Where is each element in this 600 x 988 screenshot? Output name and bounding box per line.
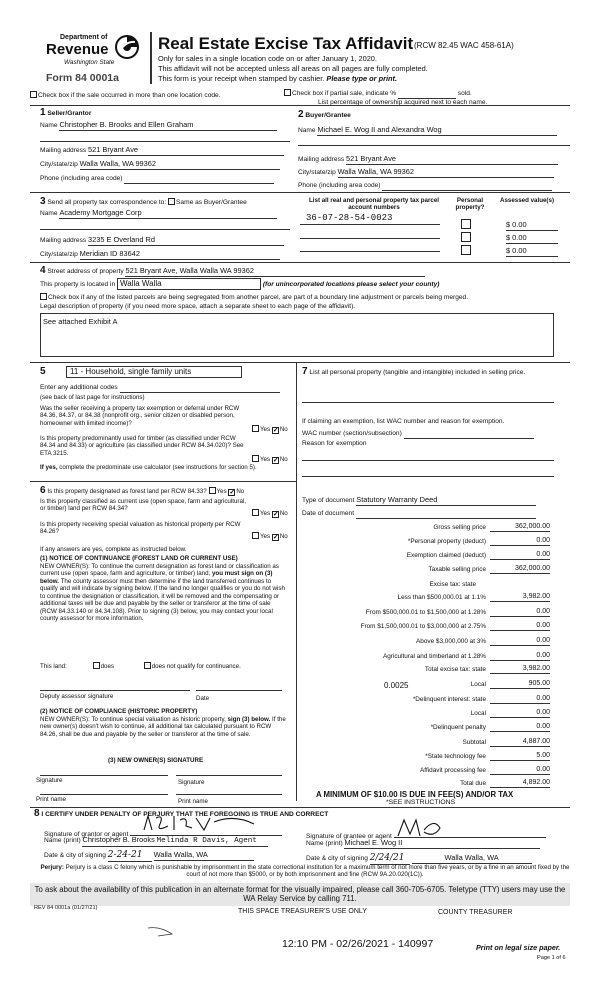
- land-use-select[interactable]: 11 - Household, single family units: [66, 366, 242, 378]
- tax-row-label: Exemption claimed (deduct): [406, 552, 486, 559]
- located-label: This property is located in: [40, 281, 116, 288]
- personal-property-checkbox-2[interactable]: [461, 232, 471, 242]
- s6-q1: Is this property designated as forest land per RCW 84.33?: [47, 488, 207, 495]
- header-notice-3: [158, 75, 397, 84]
- s5-q1-yes-checkbox[interactable]: [252, 425, 259, 432]
- perjury-text: Perjury is a class C felony which is punishable by imprisonment in the state correctional institution for a maximum term of not more than five years, or by a fine in an amount fixed by the court of not more than $5000, or by both imprisonment and fine (RCW 9A.20.020(1C)).: [65, 864, 570, 879]
- same-as-buyer-label: Same as Buyer/Grantee: [176, 199, 247, 206]
- seller-phone-label: Phone (including area code): [40, 175, 123, 182]
- see-instructions: *SEE INSTRUCTIONS: [386, 799, 456, 806]
- legal-size-note: Print on legal size paper.: [476, 943, 561, 952]
- doc-type-field[interactable]: Statutory Warranty Deed: [356, 496, 536, 506]
- tax-row-label: Local: [470, 710, 486, 717]
- buyer-mail-label: Mailing address: [298, 156, 345, 163]
- land-does-checkbox[interactable]: [93, 662, 100, 669]
- s6-q2-yes-label: Yes: [260, 510, 271, 517]
- doc-type-label: Type of document: [302, 497, 355, 504]
- s6-q3-yes-checkbox[interactable]: [252, 532, 259, 539]
- grantor-name-field[interactable]: [82, 836, 268, 847]
- s6-q3-yes-label: Yes: [260, 533, 271, 540]
- multi-location-checkbox[interactable]: [30, 91, 37, 98]
- street-row: [40, 265, 425, 277]
- same-as-buyer-checkbox[interactable]: [168, 198, 175, 205]
- partial-sale-label: Check box if partial sale, indicate %: [292, 90, 397, 97]
- tax-row-value[interactable]: 0.00: [490, 551, 550, 560]
- tax-row-label: Agricultural and timberland at 1.28%: [382, 653, 486, 660]
- section-8-number: 8: [34, 808, 40, 819]
- owner-signature-label-1: Signature: [36, 777, 63, 784]
- notice2-a: NEW OWNER(S): To continue special valuation as historic property,: [40, 716, 226, 723]
- notice2-c: If the new owner(s) doesn't wish to continue, all additional tax calculated pursuant to RCW 84.26, shall be due and payable by the seller or transferor at the time of sale.: [40, 716, 286, 738]
- s5-q1: Was the seller receiving a property tax exemption or deferral under RCW 84.36, 84.37, or 84.38 (nonprofit org., senior citizen or disabled person, homeowner with limited income)?: [40, 405, 240, 427]
- seller-name-row: [40, 121, 290, 131]
- street-field[interactable]: 521 Bryant Ave, Walla Walla WA 99362: [125, 267, 425, 277]
- state-label: Washington State: [64, 59, 115, 66]
- grantor-agent: Melinda R Davis, Agent: [156, 837, 257, 845]
- this-land-label: This land:: [40, 663, 67, 670]
- grantor-name: Christopher B. Brooks: [82, 835, 155, 844]
- tax-row-label: Excise tax: state: [429, 581, 476, 588]
- deputy-date-label: Date: [196, 695, 210, 702]
- tax-row-value[interactable]: 0.00: [490, 766, 550, 775]
- tax-row-label: Above $3,000,000 at 3%: [416, 638, 486, 645]
- form-title-ref: (RCW 82.45 WAC 458-61A): [414, 41, 514, 50]
- legal-label: Legal description of property (if you need more space, attach a separate sheet to each page of the affidavit).: [40, 303, 356, 310]
- s5-q2-yes-label: Yes: [260, 456, 271, 463]
- tax-row-label: *Personal property (deduct): [407, 538, 486, 545]
- buyer-phone-label: Phone (including area code): [298, 182, 381, 189]
- list-percentage-note: List percentage of ownership acquired next to each name.: [318, 99, 488, 106]
- s6-q3-no-label: No: [279, 533, 288, 540]
- owner-print-label-1: Print name: [36, 796, 66, 803]
- buyer-phone-row: [298, 182, 570, 191]
- doc-date-row: [302, 510, 536, 519]
- buyer-mail-field[interactable]: 521 Bryant Ave: [346, 155, 558, 165]
- land-does-not-label: does not qualify for continuance.: [151, 663, 241, 670]
- alt-format-note: To ask about the availability of this publication in an alternate format for the visually impaired, please call 360-705-6705. Teletype (TTY) users may use the WA Relay Service by calling 711.: [30, 883, 570, 906]
- grantee-name-row: [306, 839, 540, 849]
- grantee-signature[interactable]: [394, 826, 546, 838]
- buyer-heading-text: Buyer/Grantee: [305, 112, 351, 119]
- legal-description-box[interactable]: [40, 313, 554, 357]
- tax-row-value[interactable]: 3,982.00: [490, 665, 550, 674]
- partial-sale-pct-field[interactable]: [398, 90, 456, 99]
- buyer-name-label: Name: [298, 127, 316, 134]
- s5-q1-answer: [252, 425, 288, 434]
- owner-print-label-2: Print name: [178, 798, 208, 805]
- local-rate: 0.0025: [384, 681, 409, 690]
- additional-codes-row: [40, 384, 280, 393]
- notice1-body: [40, 563, 288, 623]
- s5-q1-yes-label: Yes: [260, 426, 271, 433]
- tax-row-value[interactable]: 4,892.00: [490, 779, 550, 788]
- multi-location-row: [30, 91, 221, 100]
- partial-sale-sold: sold.: [457, 90, 472, 97]
- personal-property-col-header: Personal property?: [455, 197, 485, 212]
- seller-phone-row: [40, 175, 290, 184]
- tax-row-value[interactable]: 0.00: [490, 637, 550, 646]
- grantor-date-label: Date & city of signing: [44, 852, 106, 859]
- additional-codes-note: (see back of last page for instructions): [40, 394, 145, 401]
- assessed-col-header: Assessed value(s): [500, 197, 554, 204]
- grantee-date-label: Date & city of signing: [306, 855, 368, 862]
- segregated-label: Check box if any of the listed parcels are being segregated from another parcel, are part of a boundary line adjustment or parcels being merged.: [48, 294, 469, 301]
- seller-city-label: City/state/zip: [40, 161, 78, 168]
- grantor-date-row: [44, 850, 254, 862]
- tax-row-label: Subtotal: [462, 739, 486, 746]
- owner-signature-label-2: Signature: [178, 779, 205, 786]
- grantee-date[interactable]: 2/24/21: [370, 853, 410, 865]
- grantor-name-label: Name (print): [44, 837, 81, 844]
- grantor-signature-scribble: [134, 812, 284, 834]
- buyer-name-row: [298, 126, 570, 136]
- notice2-b: sign (3) below.: [227, 716, 271, 723]
- tax-row-label: From $500,000.01 to $1,500,000 at 1.28%: [365, 609, 486, 616]
- corr-name-label: Name: [40, 210, 58, 217]
- corr-city-field[interactable]: Meridian ID 83642: [80, 250, 280, 260]
- seller-heading-text: Seller/Grantor: [47, 110, 92, 117]
- grantor-signature[interactable]: [130, 822, 282, 836]
- section7-heading: [302, 366, 552, 378]
- located-select[interactable]: Walla Walla: [117, 278, 261, 290]
- s6-q1-no-label: No: [236, 488, 245, 495]
- seller-mail-row: [40, 146, 290, 156]
- seller-name-label: Name: [40, 122, 58, 129]
- tax-row-value[interactable]: 0.00: [490, 652, 550, 661]
- section-4-number: 4: [40, 265, 46, 276]
- grantee-name-field[interactable]: Michael E. Wog II: [344, 839, 540, 849]
- page-number: Page 1 of 6: [537, 955, 566, 961]
- s6-if-yes: If any answers are yes, complete as instructed below.: [40, 546, 187, 553]
- tax-row-value[interactable]: 3,982.00: [490, 593, 550, 602]
- grantor-city[interactable]: Walla Walla, WA: [154, 851, 254, 861]
- tax-row-label: Gross selling price: [433, 524, 486, 531]
- grantee-signature-scribble: [394, 816, 454, 840]
- s5-q1-no-checkbox[interactable]: [272, 427, 279, 434]
- exemption-note: If claiming an exemption, list WAC number and reason for exemption.: [302, 418, 505, 425]
- s6-q3-answer: [252, 532, 288, 541]
- tax-row-value[interactable]: 905.00: [490, 680, 550, 689]
- section-6-number: 6: [40, 485, 46, 496]
- header-notice-3-bold: Please type or print.: [326, 74, 398, 83]
- segregated-row: [40, 293, 570, 302]
- rev-label: REV 84 0001a (01/27/21): [34, 905, 98, 911]
- form-number: Form 84 0001a: [46, 72, 119, 84]
- doc-type-row: [302, 496, 536, 506]
- additional-codes-field[interactable]: [120, 384, 280, 393]
- partial-sale-row: [284, 89, 472, 99]
- s6-q2-no-label: No: [279, 510, 288, 517]
- exemption-reason-label: Reason for exemption: [302, 440, 367, 447]
- partial-sale-checkbox[interactable]: [284, 89, 291, 96]
- s6-q1-row: [40, 485, 296, 497]
- corr-mail-field[interactable]: 3235 E Overland Rd: [88, 236, 284, 246]
- section-3-number: 3: [40, 196, 46, 207]
- seller-city-row: [40, 160, 290, 170]
- correspondence-heading-text: Send all property tax correspondence to:: [47, 199, 167, 206]
- personal-property-checkbox-3[interactable]: [461, 245, 471, 255]
- grantor-date[interactable]: 2-24-21: [108, 850, 152, 862]
- street-label: Street address of property: [47, 268, 124, 275]
- s5-q1-no-label: No: [279, 426, 288, 433]
- buyer-city-label: City/state/zip: [298, 169, 336, 176]
- tax-row-value[interactable]: 0.00: [490, 695, 550, 704]
- land-does-not-checkbox[interactable]: [144, 662, 151, 669]
- legal-description-text: See attached Exhibit A: [43, 317, 118, 326]
- wac-row: [302, 430, 534, 439]
- treasurer-use-only: THIS SPACE TREASURER'S USE ONLY: [238, 908, 367, 915]
- tax-row-value[interactable]: 0.00: [490, 537, 550, 546]
- grantee-sig-label: Signature of grantee or agent: [306, 833, 392, 840]
- dept-line2: Revenue: [46, 41, 109, 58]
- grantor-name-row: [44, 836, 268, 847]
- section7-text: List all personal property (tangible and intangible) included in selling price.: [309, 369, 526, 376]
- s6-q3: Is this property receiving special valuation as historical property per RCW 84.26?: [40, 521, 241, 536]
- tax-row-label: *Delinquent penalty: [430, 724, 486, 731]
- header-notice-2: This affidavit will not be accepted unless all areas on all pages are fully completed.: [158, 64, 428, 73]
- land-does-label: does: [100, 663, 114, 670]
- this-land-row: [40, 662, 290, 670]
- certify-text: I CERTIFY UNDER PENALTY OF PERJURY THAT THE FOREGOING IS TRUE AND CORRECT: [41, 811, 329, 818]
- grantee-city[interactable]: Walla Walla, WA: [412, 854, 532, 864]
- tax-row-label: Total due: [460, 780, 486, 787]
- seller-name-field[interactable]: Christopher B. Brooks and Ellen Graham: [59, 121, 277, 131]
- buyer-heading: [298, 109, 351, 121]
- form-title: Real Estate Excise Tax Affidavit: [158, 34, 414, 53]
- corr-name-field[interactable]: Academy Mortgage Corp: [59, 209, 277, 219]
- parcel-number-1[interactable]: 36-07-28-54-0023: [306, 213, 393, 223]
- assessed-value-1[interactable]: $ 0.00: [506, 221, 558, 231]
- s5-q2-note-text: complete the predominate use calculator (see instructions for section 5).: [59, 464, 257, 471]
- seller-mail-field[interactable]: 521 Bryant Ave: [88, 146, 284, 156]
- wac-field[interactable]: [404, 430, 534, 439]
- s5-q2-note-bold: If yes,: [40, 464, 58, 471]
- notice1-c: The county assessor must then determine if the land transferred continues to qualify and will indicate by signing below. If the land no longer qualifies or you do not wish to continue the designation or classification, it will be removed and the compensating or additional taxes will be due and payable by the seller or transferor at the time of sale (RCW 84.33.140 or 84.34.108). Prior to signing (3) below, you may contact your local county assessor for more information.: [40, 577, 285, 623]
- deputy-sig-label: Deputy assessor signature: [40, 693, 114, 700]
- tax-row-label: Affidavit processing fee: [420, 767, 486, 774]
- tax-row-label: Total excise tax: state: [424, 666, 486, 673]
- grantor-sig-label: Signature of grantor or agent: [44, 831, 129, 838]
- buyer-city-field[interactable]: Walla Walla, WA 99362: [338, 168, 554, 178]
- notice1-a: NEW OWNER(S): To continue the current designation as forest land or classification as current use (open space, farm and agriculture, or timber) land,: [40, 563, 279, 578]
- tax-row-label: Taxable selling price: [428, 566, 486, 573]
- s6-q1-no-checkbox[interactable]: [228, 489, 235, 496]
- revenue-swirl-icon: [112, 32, 142, 62]
- tax-row-value[interactable]: 5.00: [490, 752, 550, 761]
- perjury-note: [40, 864, 570, 879]
- additional-codes-label: Enter any additional codes: [40, 384, 118, 391]
- seller-heading: [40, 107, 91, 119]
- notice1-head: (1) NOTICE OF CONTINUANCE (FOREST LAND OR CURRENT USE): [40, 555, 238, 562]
- buyer-name-field[interactable]: Michael E. Wog II and Alexandra Wog: [317, 126, 557, 136]
- assessed-value-2[interactable]: $ 0.00: [506, 234, 558, 244]
- header-notice-1: Only for sales in a single location code on or after January 1, 2020.: [158, 54, 377, 63]
- notice2-head: (2) NOTICE OF COMPLIANCE (HISTORIC PROPERTY): [40, 708, 198, 715]
- s5-q2-note: [40, 464, 280, 471]
- seller-phone-field[interactable]: [124, 175, 274, 184]
- notice2-body: [40, 716, 288, 738]
- s5-q2: Is this property predominantly used for timber (as classified under RCW 84.34 and 84.33) or agriculture (as classified under RCW 84.34.020)? See ETA 3215.: [40, 435, 244, 457]
- tax-row-label: Less than $500,000.01 at 1.1%: [397, 594, 486, 601]
- corr-name-row: [40, 209, 290, 219]
- correspondence-heading: [40, 196, 247, 208]
- buyer-mail-row: [298, 155, 570, 165]
- minimum-due: A MINIMUM OF $10.00 IS DUE IN FEE(S) AND/OR TAX: [316, 790, 514, 799]
- s6-q1-yes-checkbox[interactable]: [209, 487, 216, 494]
- personal-property-checkbox-1[interactable]: [461, 219, 471, 229]
- scribble-mark-icon: [146, 924, 176, 940]
- tax-row-label: *Delinquent interest: state: [412, 696, 486, 703]
- buyer-phone-field[interactable]: [382, 182, 552, 191]
- tax-row-label: Local: [470, 681, 486, 688]
- tax-row-value[interactable]: 0.00: [490, 608, 550, 617]
- seller-city-field[interactable]: Walla Walla, WA 99362: [80, 160, 280, 170]
- tax-row-label: From $1,500,000.01 to $3,000,000 at 2.75%: [360, 623, 486, 630]
- county-treasurer: COUNTY TREASURER: [438, 909, 513, 916]
- tax-row-value[interactable]: 4,887.00: [490, 738, 550, 747]
- section-1-number: 1: [40, 107, 46, 118]
- section-2-number: 2: [298, 109, 304, 120]
- perjury-bold: Perjury:: [40, 864, 64, 871]
- segregated-checkbox[interactable]: [40, 293, 47, 300]
- corr-city-label: City/state/zip: [40, 251, 78, 258]
- buyer-city-row: [298, 168, 570, 178]
- recording-stamp: 12:10 PM - 02/26/2021 - 140997: [282, 938, 434, 950]
- s5-q2-answer: [252, 455, 288, 464]
- corr-mail-label: Mailing address: [40, 237, 87, 244]
- tax-row-value[interactable]: 362,000.00: [490, 565, 550, 574]
- tax-row-value[interactable]: 0.00: [490, 709, 550, 718]
- tax-row-value[interactable]: 362,000.00: [490, 523, 550, 532]
- section-5-number: 5: [40, 366, 46, 377]
- section-7-number: 7: [302, 366, 308, 377]
- s6-q1-yes-label: Yes: [216, 488, 227, 495]
- assessed-value-3[interactable]: $ 0.00: [506, 247, 558, 257]
- tax-row-label: *State technology fee: [425, 753, 486, 760]
- s5-q2-no-checkbox[interactable]: [272, 457, 279, 464]
- seller-mail-label: Mailing address: [40, 147, 87, 154]
- parcels-col-header: List all real and personal property tax parcel account numbers: [309, 197, 439, 212]
- s6-q2: Is this property classified as current use (open space, farm and agricultural, or timber) land per RCW 84.34?: [40, 498, 247, 513]
- corr-city-row: [40, 250, 290, 260]
- tax-row-value[interactable]: 0.00: [490, 622, 550, 631]
- notice1-b: you must sign on (3) below.: [40, 570, 273, 585]
- doc-date-label: Date of document: [302, 510, 355, 517]
- multi-location-label: Check box if the sale occurred in more than one location code.: [38, 92, 221, 99]
- doc-date-field[interactable]: [356, 510, 536, 519]
- s6-q2-no-checkbox[interactable]: [272, 511, 279, 518]
- dept-line1: Department of: [60, 34, 108, 41]
- s5-q2-yes-checkbox[interactable]: [252, 455, 259, 462]
- corr-mail-row: [40, 236, 290, 246]
- tax-row-value[interactable]: 0.00: [490, 723, 550, 732]
- s5-q2-no-label: No: [279, 456, 288, 463]
- s6-q3-no-checkbox[interactable]: [272, 534, 279, 541]
- grantee-name-label: Name (print): [306, 840, 343, 847]
- wac-label: WAC number (section/subsection): [302, 430, 402, 437]
- located-row: [40, 278, 439, 290]
- owner-sig-head: (3) NEW OWNER(S) SIGNATURE: [108, 757, 204, 764]
- s6-q2-yes-checkbox[interactable]: [252, 509, 259, 516]
- s6-q2-answer: [252, 509, 288, 518]
- located-note: (for unincorporated locations please select your county): [262, 281, 440, 288]
- header-notice-3-text: This form is your receipt when stamped by cashier.: [158, 74, 325, 83]
